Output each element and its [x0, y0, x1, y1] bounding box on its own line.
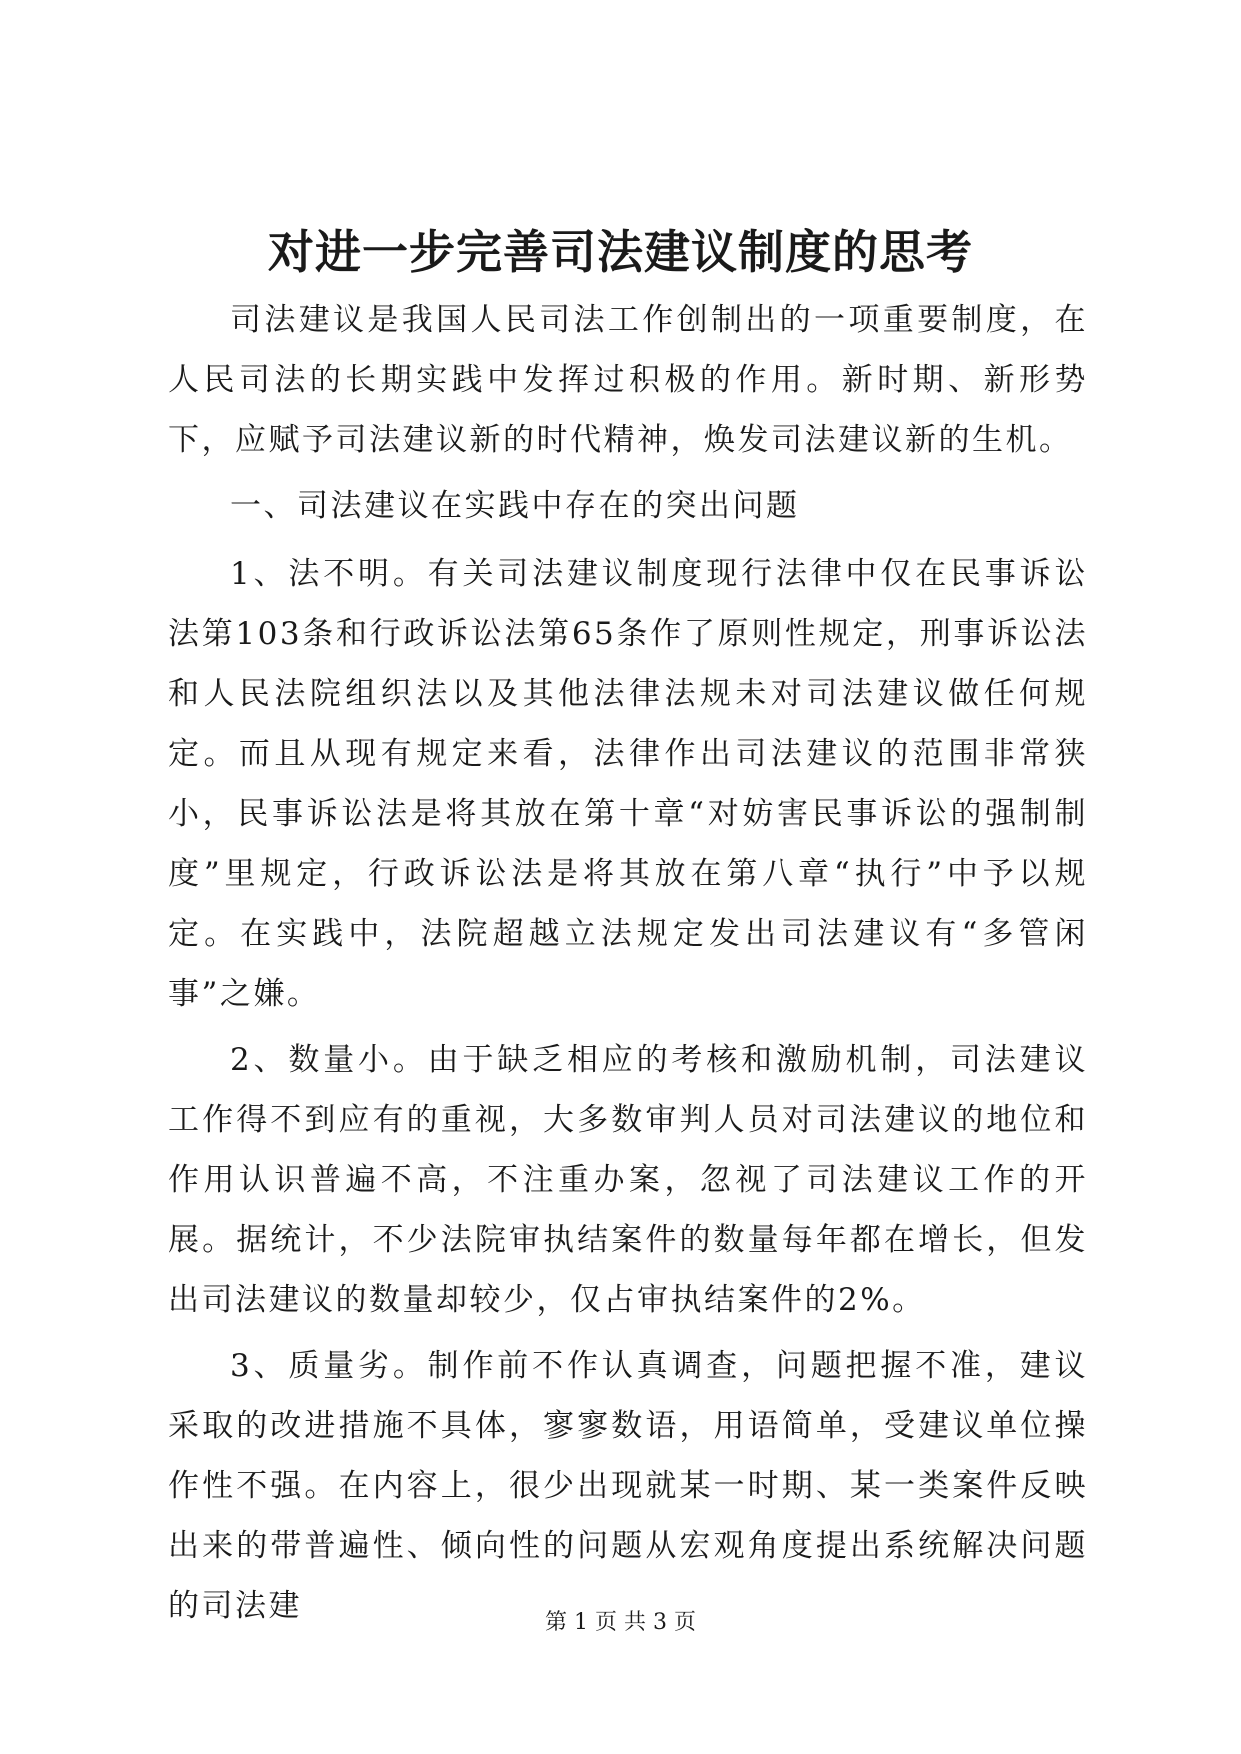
paragraph-intro: 司法建议是我国人民司法工作创制出的一项重要制度，在人民司法的长期实践中发挥过积极的作用。新时期、新形势下，应赋予司法建议新的时代精神，焕发司法建议新的生机。 — [168, 302, 1088, 458]
document-body — [168, 290, 1088, 1642]
document-title: 对进一步完善司法建议制度的思考 — [268, 225, 973, 279]
section-heading-1: 一、司法建议在实践中存在的突出问题 — [230, 488, 800, 524]
paragraph-point-1: 1、法不明。有关司法建议制度现行法律中仅在民事诉讼法第103条和行政诉讼法第65条作了原则性规定，刑事诉讼法和人民法院组织法以及其他法律法规未对司法建议做任何规定。而且从现有规定来看，法律作出司法建议的范围非常狭小，民事诉讼法是将其放在第十章“对妨害民事诉讼的强制制度”里规定，行政诉讼法是将其放在第八章“执行”中予以规定。在实践中，法院超越立法规定发出司法建议有“多管闲事”之嫌。 — [168, 556, 1088, 1012]
paragraph-point-3: 3、质量劣。制作前不作认真调查，问题把握不准，建议采取的改进措施不具体，寥寥数语，用语简单，受建议单位操作性不强。在内容上，很少出现就某一时期、某一类案件反映出来的带普遍性、倾向性的问题从宏观角度提出系统解决问题的司法建 — [168, 1348, 1088, 1624]
page-footer: 第 1 页 共 3 页 — [545, 1610, 696, 1635]
paragraph-point-2: 2、数量小。由于缺乏相应的考核和激励机制，司法建议工作得不到应有的重视，大多数审判人员对司法建议的地位和作用认识普遍不高，不注重办案，忽视了司法建议工作的开展。据统计，不少法院审执结案件的数量每年都在增长，但发出司法建议的数量却较少，仅占审执结案件的2%。 — [168, 1042, 1088, 1318]
